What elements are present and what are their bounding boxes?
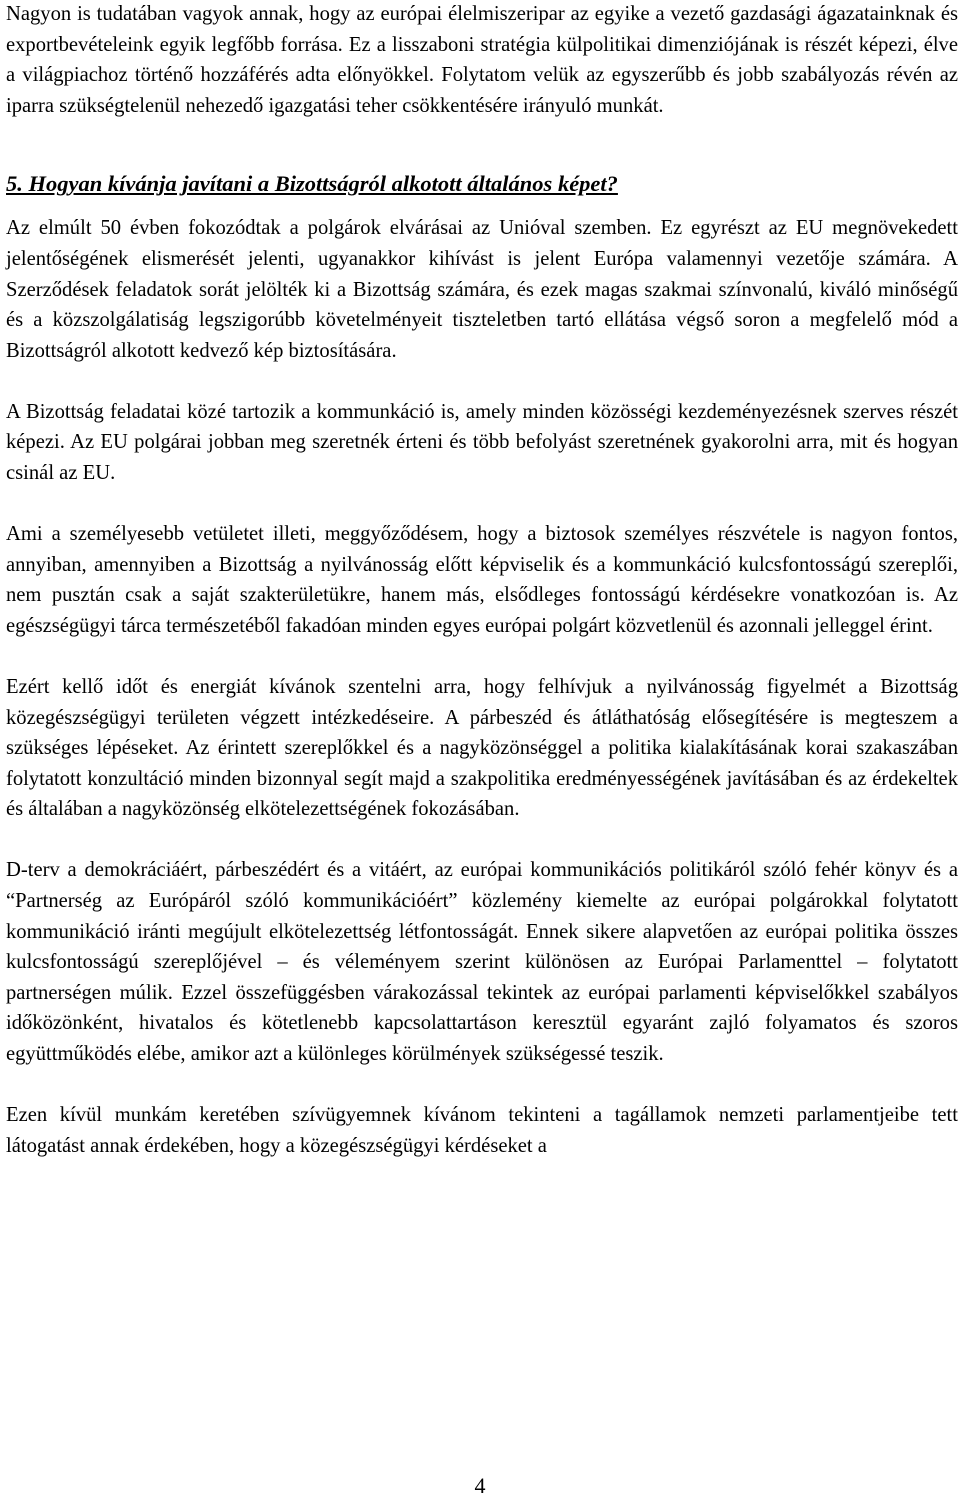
body-paragraph-1: Az elmúlt 50 évben fokozódtak a polgárok elvárásai az Unióval szemben. Ez egyrészt az EU megnövekedett jelentőségének elismerését jelenti, ugyanakkor kihívást is jelent Európa valamennyi vezetője számára. A Szerződések feladatok sorát jelölték ki a Bizottság számára, és ezek magas szakmai színvonalú, kiváló minőségű és a közszolgálatiság legszigorúbb követelményeit tiszteletben tartó ellátása végső soron a megfelelő mód a Bizottságról alkotott kedvező kép biztosítására. (6, 217, 958, 362)
body-paragraph-3: Ami a személyesebb vetületet illeti, meggyőződésem, hogy a biztosok személyes részvétele is nagyon fontos, annyiban, amennyiben a Bizottság a nyilvánosság előtt képviselik és a kommunkáció kulcsfontosságú szereplői, nem pusztán csak a saját szakterületükre, hanem más, elsődleges fontosságú kérdésekre vonatkozóan is. Az egészségügyi tárca természetéből fakadóan minden egyes európai polgárt közvetlenül és azonnali jelleggel érint. (6, 523, 958, 637)
body-paragraph-6: Ezen kívül munkám keretében szívügyemnek kívánom tekinteni a tagállamok nemzeti parlamentjeibe tett látogatást annak érdekében, hogy a közegészségügyi kérdéseket a (6, 1104, 958, 1157)
body-paragraph-4: Ezért kellő időt és energiát kívánok szentelni arra, hogy felhívjuk a nyilvánosság figyelmét a Bizottság közegészségügyi területen végzett intézkedéseire. A párbeszéd és átláthatóság elősegítésére is megteszem a szükséges lépéseket. Az érintett szereplőkkel és a nagyközönséggel a politika kialakításának korai szakaszában folytatott konzultáció minden bizonnyal segít majd a szakpolitika eredményességének javításában és az érdekeltek és általában a nagyközönség elkötelezettségének fokozásában. (6, 676, 958, 821)
body-paragraph-5: D-terv a demokráciáért, párbeszédért és a vitáért, az európai kommunikációs politikáról szóló fehér könyv és a “Partnerség az Európáról szóló kommunikációért” közlemény kiemelte az európai polgárokkal folytatott kommunikáció iránti megújult elkötelezettség létfontosságát. Ennek sikere alapvetően az európai politika összes kulcsfontosságú szereplőjével – és véleményem szerint különösen az Európai Parlamenttel – folytatott partnerségen múlik. Ezzel összefüggésben várakozással tekintek az európai parlamenti képviselőkkel szabályos időközönként, hivatalos és kötetlenebb kapcsolattartáson keresztül egyaránt zajló folyamatos és szoros együttműködés elébe, amikor azt a különleges körülmények szükségessé teszik. (6, 859, 958, 1066)
section-heading: 5. Hogyan kívánja javítani a Bizottságról alkotott általános képet? (6, 171, 618, 197)
document-page (6, 0, 958, 1161)
intro-paragraph: Nagyon is tudatában vagyok annak, hogy az európai élelmiszeripar az egyike a vezető gazdasági ágazatainknak és exportbevételeink egyik legfőbb forrása. Ez a lisszaboni stratégia külpolitikai dimenziójának is részét képezi, élve a világpiachoz történő hozzáférés adta előnyökkel. Folytatom velük az egyszerűbb és jobb szabályozás révén az iparra szükségtelenül nehezedő igazgatási teher csökkentésére irányuló munkát. (6, 3, 958, 117)
body-paragraph-2: A Bizottság feladatai közé tartozik a kommunkáció is, amely minden közösségi kezdeményezésnek szerves részét képezi. Az EU polgárai jobban meg szeretnék érteni és több befolyást szeretnének gyakorolni arra, mit és hogyan csinál az EU. (6, 400, 958, 485)
page-number: 4 (474, 1473, 486, 1498)
